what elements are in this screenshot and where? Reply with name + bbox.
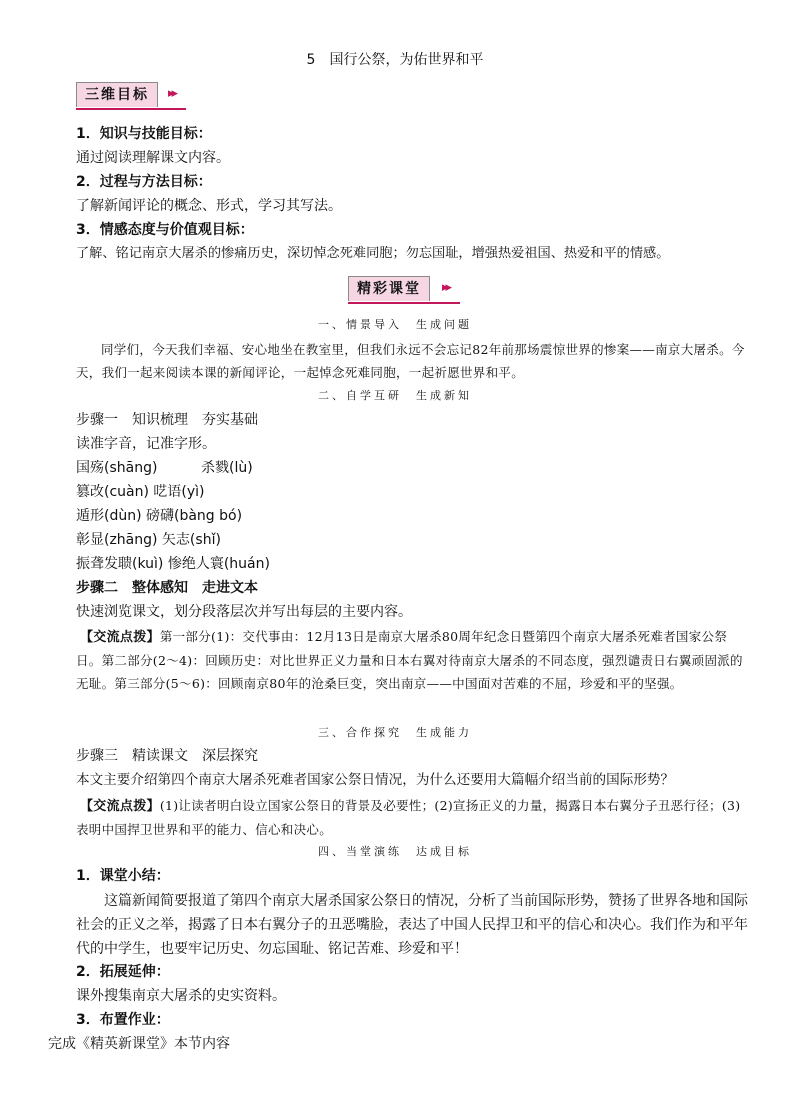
word-item: 篡改(cuàn) 呓语(yì) [76, 484, 205, 500]
double-arrow-icon: ▸▸ [442, 280, 450, 295]
extend-text: 课外搜集南京大屠杀的史实资料。 [76, 988, 286, 1004]
word-item: 遁形(dùn) 磅礴(bàng bó) [76, 508, 243, 524]
homework-heading: 3．布置作业： [76, 1012, 170, 1028]
part3-heading: 三、合作探究 生成能力 [318, 726, 472, 739]
summary-heading: 1．课堂小结： [76, 868, 170, 884]
goal-text-3: 了解、铭记南京大屠杀的惨痛历史，深切悼念死难同胞；勿忘国耻，增强热爱祖国、热爱和平的情感。 [76, 246, 670, 261]
page-title: 5 国行公祭，为佑世界和平 [306, 52, 484, 68]
extend-heading: 2．拓展延伸： [76, 964, 170, 980]
part1-intro: 同学们，今天我们幸福、安心地坐在教室里，但我们永远不会忘记82年前那场震惊世界的惨案——南京大屠杀。今天，我们一起来阅读本课的新闻评论，一起悼念死难同胞，一起祈愿世界和平。 [76, 342, 745, 380]
word-item: 振聋发聩(kuì) 惨绝人寰(huán) [76, 556, 270, 572]
word-item: 杀戮(lù) [201, 460, 253, 476]
step2-tip [76, 625, 752, 695]
step1-heading: 步骤一 知识梳理 夯实基础 [76, 412, 258, 428]
banner-label: 精彩课堂 [348, 276, 430, 301]
part1-heading: 一、情景导入 生成问题 [318, 318, 472, 331]
summary-text: 这篇新闻简要报道了第四个南京大屠杀国家公祭日的情况，分析了当前国际形势，赞扬了世界各地和国际社会的正义之举，揭露了日本右翼分子的丑恶嘴脸，表达了中国人民捍卫和平的信心和决心。我们作为和平年代的中学生，也要牢记历史、勿忘国耻、铭记苦难、珍爱和平！ [76, 893, 748, 957]
step3-question: 本文主要介绍第四个南京大屠杀死难者国家公祭日情况，为什么还要用大篇幅介绍当前的国际形势？ [76, 772, 675, 788]
goal-text-2: 了解新闻评论的概念、形式，学习其写法。 [76, 198, 342, 214]
part2-heading: 二、自学互研 生成新知 [318, 389, 472, 402]
tip-text: 第一部分(1)：交代事由：12月13日是南京大屠杀80周年纪念日暨第四个南京大屠杀死难者国家公祭日。第二部分(2～4)：回顾历史：对比世界正义力量和日本右翼对待南京大屠杀的不同态度，强烈谴责日右翼顽固派的无耻。第三部分(5～6)：回顾南京80年的沧桑巨变，突出南京——中国面对苦难的不屈，珍爱和平的坚强。 [76, 629, 743, 691]
goal-heading-3: 3．情感态度与价值观目标： [76, 222, 254, 238]
step2-text: 快速浏览课文，划分段落层次并写出每层的主要内容。 [76, 604, 412, 620]
goal-text-1: 通过阅读理解课文内容。 [76, 150, 230, 166]
part4-heading: 四、当堂演练 达成目标 [318, 845, 472, 858]
tip-label: 【交流点拨】 [80, 799, 160, 814]
homework-text: 完成《精英新课堂》本节内容 [48, 1036, 230, 1052]
tip-text: (1)让读者明白设立国家公祭日的背景及必要性；(2)宣扬正义的力量，揭露日本右翼分子丑恶行径；(3)表明中国捍卫世界和平的能力、信心和决心。 [76, 798, 741, 837]
step3-tip [76, 794, 752, 841]
double-arrow-icon: ▸▸ [168, 86, 176, 101]
step1-text: 读准字音，记准字形。 [76, 436, 216, 452]
banner-label: 三维目标 [76, 82, 158, 107]
step2-heading: 步骤二 整体感知 走进文本 [76, 580, 258, 596]
word-item: 彰显(zhāng) 矢志(shǐ) [76, 532, 221, 548]
word-item: 国殇(shāng) [76, 460, 158, 476]
section-banner-classroom [348, 276, 460, 304]
section-banner-goals [76, 82, 186, 110]
step3-heading: 步骤三 精读课文 深层探究 [76, 748, 258, 764]
goal-heading-1: 1．知识与技能目标： [76, 126, 212, 142]
tip-label: 【交流点拨】 [80, 630, 160, 645]
goal-heading-2: 2．过程与方法目标： [76, 174, 212, 190]
